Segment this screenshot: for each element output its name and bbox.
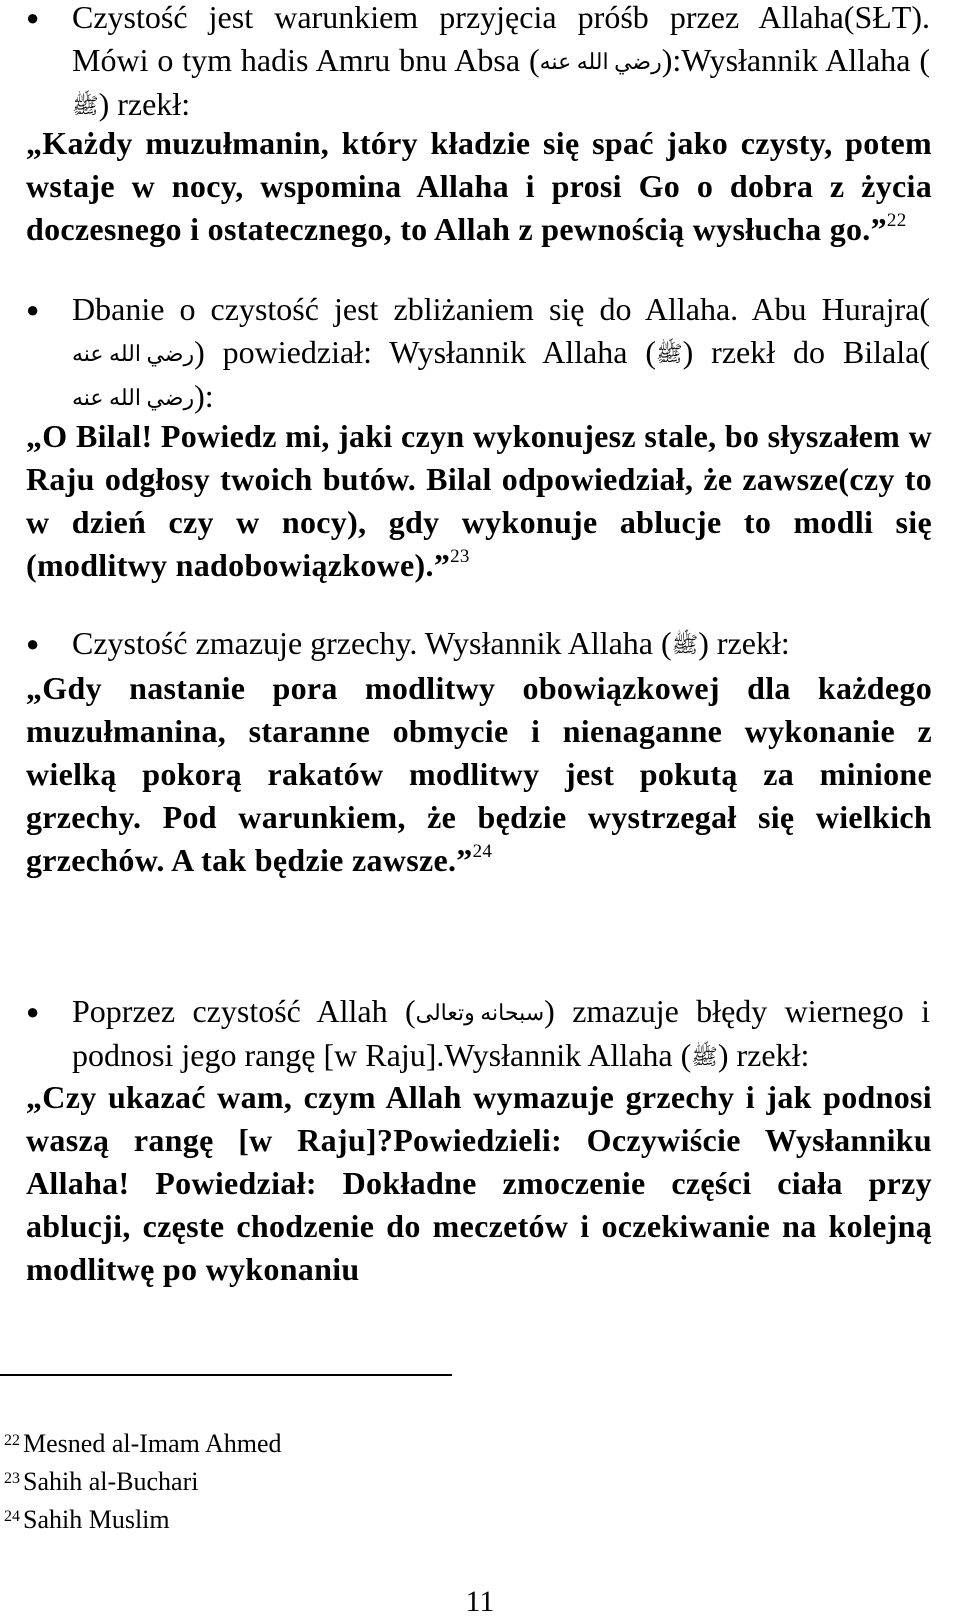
honorific-glyph: ﷺ xyxy=(691,1044,718,1069)
bullet-paragraph-1 xyxy=(26,0,930,127)
hadith-quote-3: „Gdy nastanie pora modlitwy obowiązkowej dla każdego muzułmanina, staranne obmycie i nienaganne wykonanie z wielką pokorą rakatów modlitwy jest pokutą za minione grzechy. Pod warunkiem, że będzie wystrzegał się wielkich grzechów. A tak będzie zawsze.”$^{24}$ xyxy=(26,670,932,878)
honorific-glyph: رضي الله عنه xyxy=(72,385,195,410)
hadith-quote-1: „Każdy muzułmanin, który kładzie się spać jako czysty, potem wstaje w nocy, wspomina Allaha i prosi Go o dobra z życia doczesnego i ostatecznego, to Allah z pewnością wysłucha go.”$^{22}$ xyxy=(26,125,932,247)
honorific-glyph: ﷺ xyxy=(656,341,683,366)
bullet-paragraph-2 xyxy=(26,288,930,419)
footnote-text: Sahih Muslim xyxy=(23,1505,170,1534)
bullet-icon: ● xyxy=(26,999,40,1024)
bullet-icon: ● xyxy=(26,297,40,322)
footnote-divider xyxy=(0,1374,452,1376)
footnote-number: 23 xyxy=(4,1470,20,1487)
footnote-number: 22 xyxy=(4,1432,20,1449)
bullet-text: Czystość jest warunkiem przyjęcia próśb przez Allaha(SŁT). Mówi o tym hadis Amru bnu Absa (رضي الله عنه):Wysłannik Allaha (ﷺ) rzekł: xyxy=(72,0,930,127)
honorific-glyph: رضي الله عنه xyxy=(539,49,662,74)
footnote-ref: 24 xyxy=(472,841,493,862)
footnote-text: Sahih al-Buchari xyxy=(23,1467,199,1496)
bullet-text: Poprzez czystość Allah (سبحانه وتعالى) zmazuje błędy wiernego i podnosi jego rangę [w Raju].Wysłannik Allaha (ﷺ) rzekł: xyxy=(72,990,930,1078)
bullet-text: Czystość zmazuje grzechy. Wysłannik Allaha (ﷺ) rzekł: xyxy=(72,622,930,666)
footnote-23 xyxy=(4,1462,198,1499)
bullet-icon: ● xyxy=(26,5,40,30)
honorific-glyph: ﷺ xyxy=(671,632,699,657)
bullet-text: Dbanie o czystość jest zbliżaniem się do Allaha. Abu Hurajra(رضي الله عنه) powiedział: Wysłannik Allaha (ﷺ) rzekł do Bilala(رضي الله عنه): xyxy=(72,288,930,419)
honorific-glyph: سبحانه وتعالى xyxy=(415,1000,545,1025)
footnote-text: Mesned al-Imam Ahmed xyxy=(23,1429,282,1458)
footnote-number: 24 xyxy=(4,1508,20,1525)
footnote-24 xyxy=(4,1500,170,1537)
hadith-quote-2: „O Bilal! Powiedz mi, jaki czyn wykonujesz stale, bo słyszałem w Raju odgłosy twoich butów. Bilal odpowiedział, że zawsze(czy to w dzień czy w nocy), gdy wykonuje ablucje to modli się (modlitwy nadobowiązkowe).”$^{23}$ xyxy=(26,418,932,583)
footnote-ref: 23 xyxy=(450,546,470,567)
bullet-paragraph-4 xyxy=(26,990,930,1078)
bullet-icon: ● xyxy=(26,631,40,656)
honorific-glyph: ﷺ xyxy=(72,93,99,118)
page-number: 11 xyxy=(465,1585,495,1618)
bullet-paragraph-3 xyxy=(26,622,930,666)
footnote-ref: 22 xyxy=(886,210,907,231)
honorific-glyph: رضي الله عنه xyxy=(72,341,195,366)
hadith-quote-4: „Czy ukazać wam, czym Allah wymazuje grzechy i jak podnosi waszą rangę [w Raju]?Powiedzieli: Oczywiście Wysłanniku Allaha! Powiedział: Dokładne zmoczenie części ciała przy ablucji, częste chodzenie do meczetów i oczekiwanie na kolejną modlitwę po wykonaniu xyxy=(26,1079,932,1287)
footnote-22 xyxy=(4,1424,282,1461)
